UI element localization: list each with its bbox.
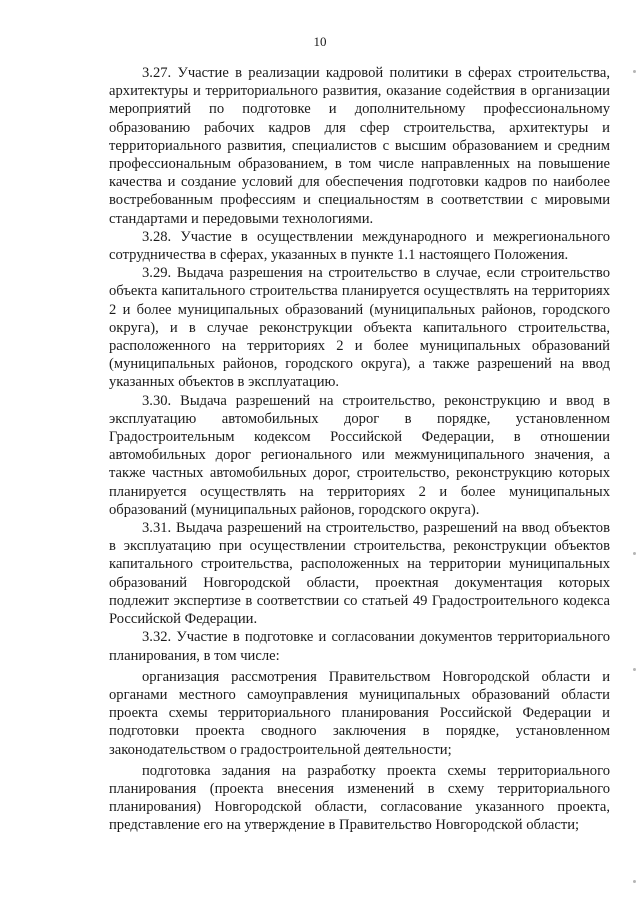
paragraph-3-32-subitem-review: организация рассмотрения Правительством Новгородской области и органами местного самоуправления муниципальных образований области проекта схемы территориального планирования Российской Федерации и подготовки проекта сводного заключения в порядке, установленном законодательством о градостроительной деятельности; [109, 668, 610, 758]
paragraph-3-32: 3.32. Участие в подготовке и согласовании документов территориального планирования, в том числе: [109, 629, 610, 664]
page-number: 10 [313, 34, 327, 49]
scan-speck [633, 552, 636, 555]
paragraph-3-29: 3.29. Выдача разрешения на строительство в случае, если строительство объекта капитального строительства планируется осуществлять на территориях 2 и более муниципальных образований (муниципальных районов, городского округа), и в случае реконструкции объекта капитального строительства, расположенного на территориях 2 и более муниципальных образований (муниципальных районов, городского округа), а также разрешений на ввод указанных объектов в эксплуатацию. [109, 265, 610, 391]
scan-speck [633, 668, 636, 671]
scan-speck [633, 70, 636, 73]
document-body [109, 64, 610, 835]
paragraph-3-31: 3.31. Выдача разрешений на строительство, разрешений на ввод объектов в эксплуатацию при осуществлении строительства, реконструкции объектов капитального строительства, расположенных на территории муниципальных образований Новгородской области, проектная документация которых подлежит экспертизе в соответствии со статьей 49 Градостроительного кодекса Российской Федерации. [109, 520, 610, 628]
paragraph-3-28: 3.28. Участие в осуществлении международного и межрегионального сотрудничества в сферах, указанных в пункте 1.1 настоящего Положения. [109, 228, 610, 264]
paragraph-3-32-subitem-assignment: подготовка задания на разработку проекта схемы территориального планирования (проекта внесения изменений в схему территориального планирования) Новгородской области, согласование указанного проекта, представление его на утверждение в Правительство Новгородской области; [109, 762, 610, 834]
paragraph-3-27: 3.27. Участие в реализации кадровой политики в сферах строительства, архитектуры и территориального развития, оказание содействия в организации мероприятий по подготовке и дополнительному профессиональному образованию рабочих кадров для сфер строительства, архитектуры и территориального развития, специалистов с высшим образованием и средним профессиональным образованием, в том числе направленных на повышение качества и создание условий для обеспечения подготовки кадров по наиболее востребованным профессиям и специальностям в соответствии с мировыми стандартами и передовыми технологиями. [109, 65, 610, 227]
paragraph-3-30: 3.30. Выдача разрешений на строительство, реконструкцию и ввод в эксплуатацию автомобильных дорог в порядке, установленном Градостроительным кодексом Российской Федерации, в отношении автомобильных дорог регионального или межмуниципального значения, а также частных автомобильных дорог, строительство, реконструкцию которых планируется осуществлять на территориях 2 и более муниципальных образований (муниципальных районов, городского округа). [109, 392, 610, 518]
scan-speck [633, 880, 636, 883]
